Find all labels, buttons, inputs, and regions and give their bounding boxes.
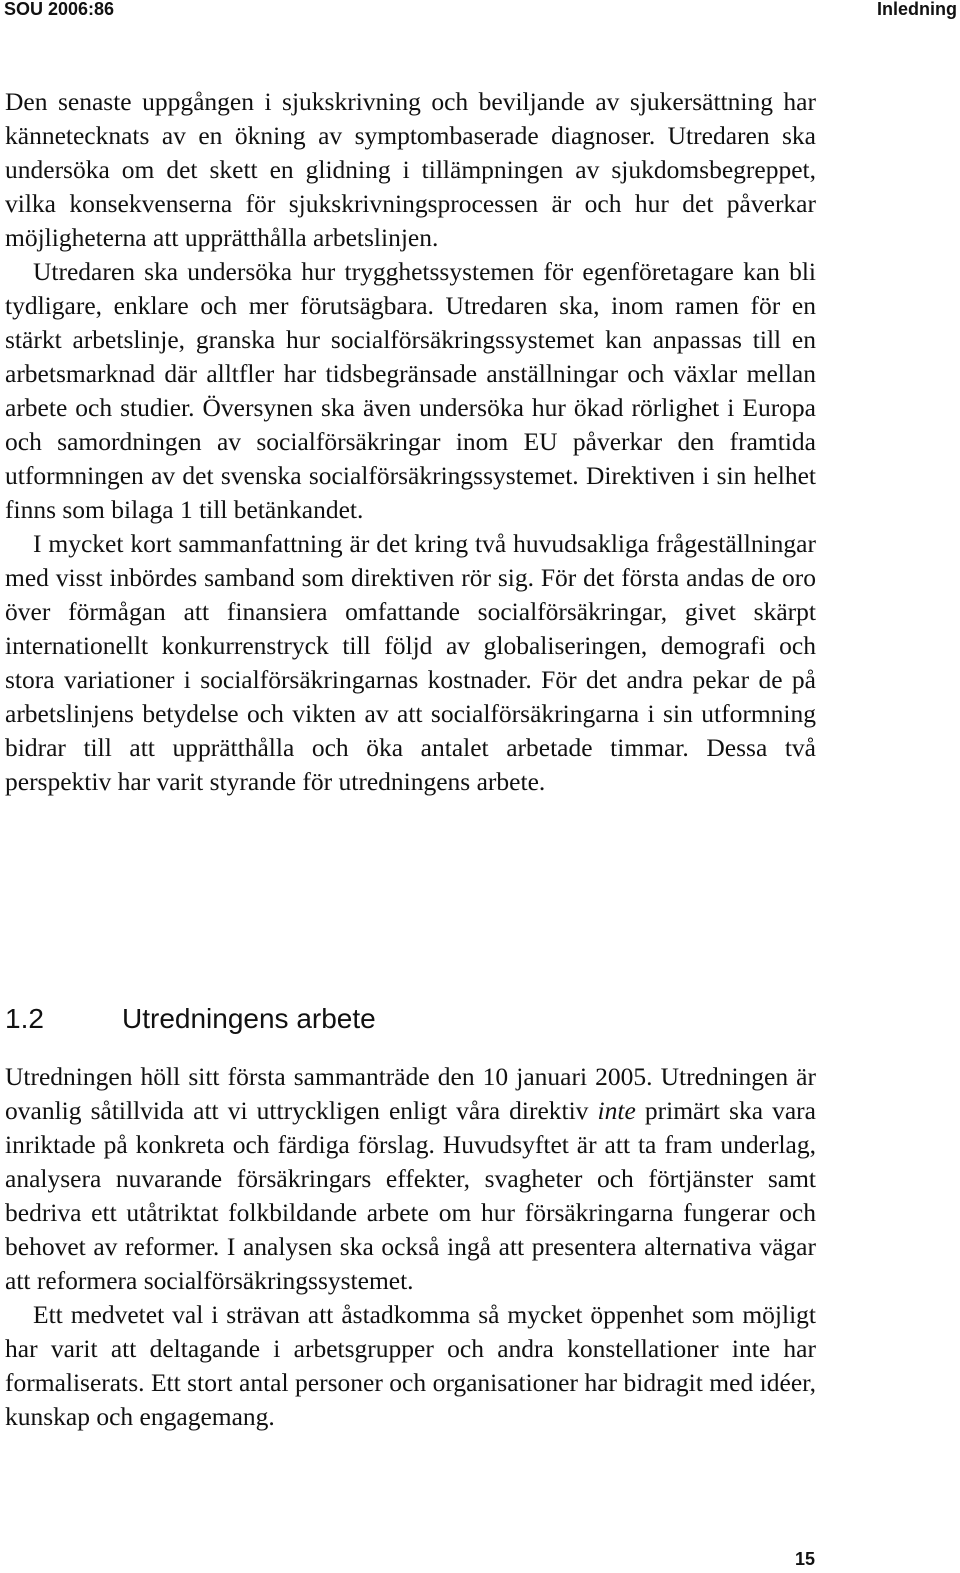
document-id: SOU 2006:86 [4, 0, 115, 19]
paragraph-text: Utredningen höll sitt första sammanträde den 10 januari 2005. Utredningen är ovanlig såtillvida att vi uttryckligen enligt våra direktiv [5, 1062, 816, 1125]
body-text-intro [5, 85, 816, 799]
paragraph [5, 1060, 816, 1298]
paragraph: Den senaste uppgången i sjukskrivning och beviljande av sjukersättning har kännetecknats av en ökning av symptombaserade diagnoser. Utredaren ska undersöka om det skett en glidning i tillämpningen av sjukdomsbegreppet, vilka konsekvenserna för sjukskrivningsprocessen är och hur det påverkar möjligheterna att upprätthålla arbetslinjen. [5, 87, 816, 252]
section-number: 1.2 [5, 1003, 44, 1034]
chapter-title: Inledning [877, 0, 957, 19]
paragraph: I mycket kort sammanfattning är det kring två huvudsakliga frågeställningar med visst inbördes samband som direktiven rör sig. För det första andas de oro över förmågan att finansiera omfattande socialförsäkringar, givet skärpt internationellt konkurrenstryck till följd av globaliseringen, demografi och stora variationer i socialförsäkringarnas kostnader. För det andra pekar de på arbetslinjens betydelse och vikten av att socialförsäkringarna i sin utformning bidrar till att upprätthålla och öka antalet arbetade timmar. Dessa två perspektiv har varit styrande för utredningens arbete. [5, 529, 816, 796]
page-number: 15 [794, 1549, 815, 1569]
paragraph: Ett medvetet val i strävan att åstadkomma så mycket öppenhet som möjligt har varit att deltagande i arbetsgrupper och andra konstellationer inte har formaliserats. Ett stort antal personer och organisationer har bidragit med idéer, kunskap och engagemang. [5, 1300, 816, 1431]
paragraph-text: primärt ska vara inriktade på konkreta och färdiga förslag. Huvudsyftet är att ta fram underlag, analysera nuvarande försäkringars effekter, svagheter och förtjänster samt bedriva ett utåtriktat folkbildande arbete om hur försäkringarna fungerar och behovet av reformer. I analysen ska också ingå att presentera alternativa vägar att reformera socialförsäkringssystemet. [5, 1096, 816, 1295]
body-text-section [5, 1060, 816, 1434]
section-heading [5, 997, 376, 1041]
paragraph: Utredaren ska undersöka hur trygghetssystemen för egenföretagare kan bli tydligare, enklare och mer förutsägbara. Utredaren ska, inom ramen för en stärkt arbetslinje, granska hur socialförsäkringssystemet kan anpassas till en arbetsmarknad där alltfler har tidsbegränsade anställningar och växlar mellan arbete och studier. Översynen ska även undersöka hur ökad rörlighet i Europa och samordningen av socialförsäkringar inom EU påverkar den framtida utformningen av det svenska socialförsäkringssystemet. Direktiven i sin helhet finns som bilaga 1 till betänkandet. [5, 257, 816, 524]
running-header [0, 0, 960, 20]
section-title: Utredningens arbete [122, 1003, 376, 1034]
emphasis-text: inte [597, 1096, 636, 1125]
